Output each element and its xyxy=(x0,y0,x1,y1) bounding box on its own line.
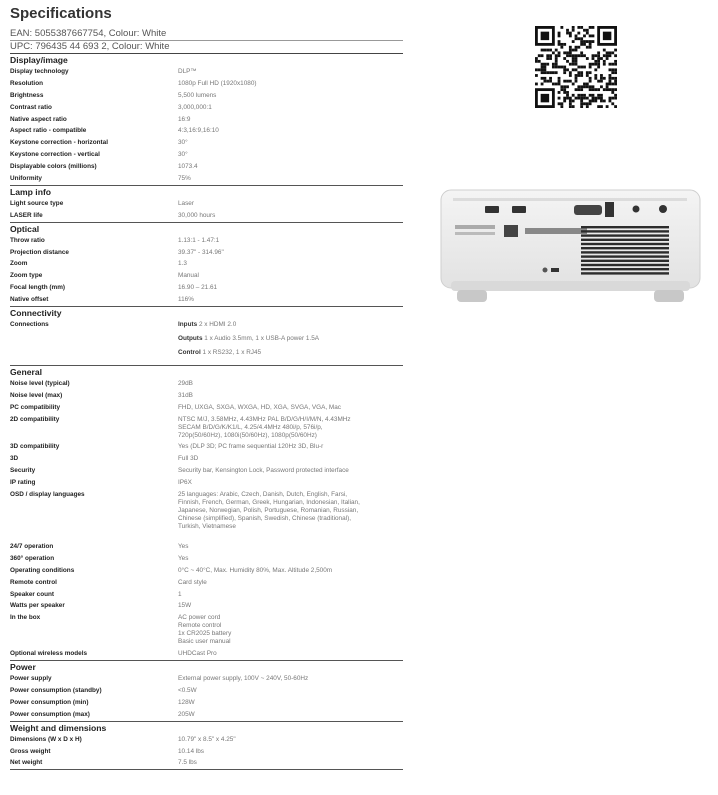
spec-value-line: 3,000,000:1 xyxy=(178,103,212,111)
spec-value xyxy=(178,602,403,610)
spec-label: Power supply xyxy=(10,675,52,683)
spec-label: Noise level (max) xyxy=(10,391,63,399)
spec-value-line: 1.13:1 - 1.47:1 xyxy=(178,236,220,244)
connection-detail: 1 x Audio 3.5mm, 1 x USB-A power 1.5A xyxy=(204,335,320,343)
spec-value-line: 10.79" x 8.5" x 4.25" xyxy=(178,735,236,743)
spec-row xyxy=(10,378,403,390)
spec-label: Speaker count xyxy=(10,590,55,598)
spec-value xyxy=(178,759,403,767)
spec-label: Resolution xyxy=(10,79,44,87)
section-title: Power xyxy=(10,662,36,673)
spec-value xyxy=(178,687,403,695)
spec-row xyxy=(10,589,403,601)
spec-label: Native offset xyxy=(10,296,49,304)
spec-label: Uniformity xyxy=(10,175,42,183)
spec-row xyxy=(10,149,403,161)
section-title: Lamp info xyxy=(10,186,52,197)
spec-row xyxy=(10,198,403,210)
spec-label: Operating conditions xyxy=(10,566,75,574)
section-title: Optical xyxy=(10,223,40,234)
spec-value-line: 39.37" - 314.96" xyxy=(178,248,224,256)
spec-row xyxy=(10,441,403,453)
spec-row xyxy=(10,477,403,489)
spec-label: Optional wireless models xyxy=(10,650,88,658)
spec-label: 2D compatibility xyxy=(10,415,60,423)
spec-label: Watts per speaker xyxy=(10,602,65,610)
spec-value xyxy=(178,212,403,220)
spec-row xyxy=(10,612,403,648)
spec-section xyxy=(10,307,403,366)
spec-value xyxy=(178,543,403,551)
spec-value xyxy=(178,139,403,147)
spec-value-line: 205W xyxy=(178,710,195,718)
spec-label: Native aspect ratio xyxy=(10,115,67,123)
spec-value-line: Yes xyxy=(178,542,189,550)
spec-value-line: 30,000 hours xyxy=(178,211,216,219)
spec-value-line: 30° xyxy=(178,139,188,147)
spec-value-line: 15W xyxy=(178,602,192,610)
spec-value-line: SECAM B/D/G/K/K1/L, 4.25/4.4MHz 480i/p, 576i/p, xyxy=(178,423,323,431)
spec-value xyxy=(178,567,403,575)
spec-value xyxy=(178,175,403,183)
spec-label: Light source type xyxy=(10,199,64,207)
spec-label: Power consumption (min) xyxy=(10,698,89,706)
section-title: Display/image xyxy=(10,55,68,65)
spec-label: OSD / display languages xyxy=(10,491,85,499)
spec-label: Focal length (mm) xyxy=(10,284,66,292)
spec-value xyxy=(178,296,403,304)
spec-row xyxy=(10,553,403,565)
spec-label: 3D compatibility xyxy=(10,443,60,451)
section-title: Connectivity xyxy=(10,308,62,319)
spec-row xyxy=(10,685,403,697)
spec-value xyxy=(178,392,403,400)
spec-value xyxy=(178,260,403,268)
spec-row xyxy=(10,137,403,149)
spec-value-line: FHD, UXGA, SXGA, WXGA, HD, XGA, SVGA, VGA, Mac xyxy=(178,403,341,411)
spec-row xyxy=(10,319,403,365)
spec-row xyxy=(10,78,403,90)
projector-image xyxy=(439,186,702,304)
spec-section xyxy=(10,54,403,186)
ean-line: EAN: 5055387667754, Colour: White xyxy=(10,28,403,41)
spec-label: Dimensions (W x D x H) xyxy=(10,735,82,743)
spec-row xyxy=(10,709,403,721)
spec-value-line: IP6X xyxy=(178,479,192,487)
spec-value xyxy=(178,650,403,658)
spec-label: Remote control xyxy=(10,578,57,586)
connection-detail: 2 x HDMI 2.0 xyxy=(198,321,237,329)
upc-line: UPC: 796435 44 693 2, Colour: White xyxy=(10,41,403,54)
spec-value xyxy=(178,675,403,683)
spec-value xyxy=(178,237,403,245)
spec-value-line: UHDCast Pro xyxy=(178,650,217,658)
spec-value xyxy=(178,591,403,599)
spec-row xyxy=(10,489,403,541)
connection-line xyxy=(178,321,403,335)
spec-value-line: <0.5W xyxy=(178,686,197,694)
spec-label: Connections xyxy=(10,321,49,329)
spec-value xyxy=(178,699,403,707)
spec-value-line: 7.5 lbs xyxy=(178,759,197,767)
spec-value xyxy=(178,127,403,135)
spec-value xyxy=(178,614,403,646)
spec-label: Keystone correction - vertical xyxy=(10,151,100,159)
connection-detail: 1 x RS232, 1 x RJ45 xyxy=(202,349,262,357)
spec-row xyxy=(10,673,403,685)
spec-section xyxy=(10,722,403,771)
spec-value xyxy=(178,151,403,159)
spec-value xyxy=(178,579,403,587)
spec-row xyxy=(10,270,403,282)
spec-label: Brightness xyxy=(10,91,44,99)
spec-value-line: 116% xyxy=(178,296,194,304)
spec-row xyxy=(10,746,403,758)
spec-label: 360° operation xyxy=(10,554,55,562)
spec-value xyxy=(178,163,403,171)
spec-value xyxy=(178,249,403,257)
spec-value-line: Card style xyxy=(178,578,207,586)
spec-label: Power consumption (standby) xyxy=(10,686,102,694)
qr-code xyxy=(535,26,617,108)
spec-value-line xyxy=(178,531,403,539)
spec-value-line: 1x CR2025 battery xyxy=(178,630,232,638)
spec-label: Zoom type xyxy=(10,272,43,280)
spec-value-line: Turkish, Vietnamese xyxy=(178,523,236,531)
spec-value xyxy=(178,104,403,112)
spec-value-line: 16.90 – 21.61 xyxy=(178,284,218,292)
spec-row xyxy=(10,90,403,102)
spec-label: Net weight xyxy=(10,759,43,767)
spec-value xyxy=(178,200,403,208)
spec-value xyxy=(178,380,403,388)
spec-value-line: DLP™ xyxy=(178,68,197,75)
spec-value xyxy=(178,416,403,440)
spec-value xyxy=(178,711,403,719)
spec-label: IP rating xyxy=(10,479,36,487)
spec-row xyxy=(10,577,403,589)
spec-row xyxy=(10,125,403,137)
spec-label: PC compatibility xyxy=(10,403,61,411)
spec-value-line: 4:3,16:9,16:10 xyxy=(178,127,219,135)
spec-value-line: Japanese, Norwegian, Polish, Portuguese, Romanian, Russian, xyxy=(178,507,359,515)
spec-row xyxy=(10,235,403,247)
spec-value xyxy=(178,116,403,124)
section-title: General xyxy=(10,366,43,377)
spec-value-line: Basic user manual xyxy=(178,638,231,646)
connection-line xyxy=(178,349,403,363)
spec-row xyxy=(10,66,403,78)
spec-value-line: External power supply, 100V ~ 240V, 50-60Hz xyxy=(178,675,309,683)
spec-value-line: Yes xyxy=(178,554,189,562)
spec-value xyxy=(178,555,403,563)
spec-value-line: 16:9 xyxy=(178,115,191,123)
spec-value-line: 75% xyxy=(178,175,191,183)
spec-row xyxy=(10,565,403,577)
spec-value-line: 10.14 lbs xyxy=(178,747,204,755)
spec-value-line: 25 languages: Arabic, Czech, Danish, Dutch, English, Farsi, xyxy=(178,491,348,499)
spec-value xyxy=(178,321,403,363)
spec-row xyxy=(10,247,403,259)
spec-label: Throw ratio xyxy=(10,236,45,244)
spec-row xyxy=(10,102,403,114)
spec-row xyxy=(10,114,403,126)
spec-label: 24/7 operation xyxy=(10,542,54,550)
spec-value xyxy=(178,479,403,487)
spec-value-line: 1073.4 xyxy=(178,163,198,171)
spec-row xyxy=(10,734,403,746)
spec-label: LASER life xyxy=(10,211,43,219)
spec-value xyxy=(178,467,403,475)
spec-row xyxy=(10,465,403,477)
spec-row xyxy=(10,294,403,306)
section-title: Weight and dimensions xyxy=(10,722,107,733)
spec-label: Aspect ratio - compatible xyxy=(10,127,87,135)
spec-value xyxy=(178,455,403,463)
spec-row xyxy=(10,390,403,402)
page-title: Specifications xyxy=(10,5,112,22)
spec-value-line: Chinese (simplified), Spanish, Swedish, Chinese (traditional), xyxy=(178,515,351,523)
spec-value-line: 5,500 lumens xyxy=(178,91,217,99)
spec-value-line: 1080p Full HD (1920x1080) xyxy=(178,79,257,87)
spec-value-line: Finnish, French, German, Greek, Hungarian, Indonesian, Italian, xyxy=(178,499,360,507)
specifications-table xyxy=(10,54,403,770)
spec-label: In the box xyxy=(10,614,41,622)
connection-type: Inputs xyxy=(178,321,198,329)
spec-value-line: 128W xyxy=(178,698,195,706)
spec-row xyxy=(10,414,403,442)
spec-value-line: 29dB xyxy=(178,379,193,387)
spec-value xyxy=(178,272,403,280)
connection-type: Control xyxy=(178,349,201,357)
spec-value xyxy=(178,80,403,88)
spec-value-line: Security bar, Kensington Lock, Password protected interface xyxy=(178,467,349,475)
spec-row xyxy=(10,402,403,414)
spec-value-line: AC power cord xyxy=(178,614,221,622)
spec-section xyxy=(10,661,403,722)
spec-label: Projection distance xyxy=(10,248,69,256)
spec-row xyxy=(10,757,403,769)
spec-value-line: 1.3 xyxy=(178,260,187,268)
connection-line xyxy=(178,335,403,349)
spec-value-line: Manual xyxy=(178,272,199,280)
spec-label: Security xyxy=(10,467,36,475)
spec-value xyxy=(178,491,403,539)
spec-row xyxy=(10,282,403,294)
spec-value xyxy=(178,284,403,292)
spec-section xyxy=(10,186,403,223)
spec-value xyxy=(178,748,403,756)
spec-value-line: 30° xyxy=(178,151,188,159)
spec-row xyxy=(10,600,403,612)
spec-value-line: Yes (DLP 3D; PC frame sequential 120Hz 3D, Blu-r xyxy=(178,443,324,451)
spec-value-line: 720p(50/60Hz), 1080i(50/60Hz), 1080p(50/60Hz) xyxy=(178,431,317,439)
spec-value-line: Remote control xyxy=(178,622,222,630)
spec-section xyxy=(10,366,403,661)
spec-label: Power consumption (max) xyxy=(10,710,90,718)
spec-row xyxy=(10,648,403,660)
spec-label: Gross weight xyxy=(10,747,51,755)
spec-row xyxy=(10,161,403,173)
spec-label: Noise level (typical) xyxy=(10,379,70,387)
spec-value xyxy=(178,92,403,100)
spec-value xyxy=(178,68,403,76)
spec-row xyxy=(10,697,403,709)
spec-label: Zoom xyxy=(10,260,28,268)
spec-row xyxy=(10,173,403,185)
spec-value xyxy=(178,736,403,744)
spec-value-line: 0°C ~ 40°C, Max. Humidity 80%, Max. Altitude 2,500m xyxy=(178,566,333,574)
spec-value-line: Full 3D xyxy=(178,455,199,463)
spec-row xyxy=(10,258,403,270)
spec-section xyxy=(10,223,403,307)
spec-row xyxy=(10,541,403,553)
spec-value xyxy=(178,443,403,451)
spec-value xyxy=(178,404,403,412)
spec-label: Display technology xyxy=(10,68,69,75)
spec-label: Keystone correction - horizontal xyxy=(10,139,109,147)
spec-value-line: Laser xyxy=(178,199,194,207)
spec-label: 3D xyxy=(10,455,19,463)
connection-type: Outputs xyxy=(178,335,203,343)
spec-row xyxy=(10,210,403,222)
spec-row xyxy=(10,453,403,465)
spec-label: Contrast ratio xyxy=(10,103,52,111)
spec-value-line: 31dB xyxy=(178,391,193,399)
spec-value-line: NTSC M/J, 3.58MHz, 4.43MHz PAL B/D/G/H/I/M/N, 4.43MHz xyxy=(178,415,351,423)
spec-label: Displayable colors (millions) xyxy=(10,163,97,171)
spec-value-line: 1 xyxy=(178,590,182,598)
